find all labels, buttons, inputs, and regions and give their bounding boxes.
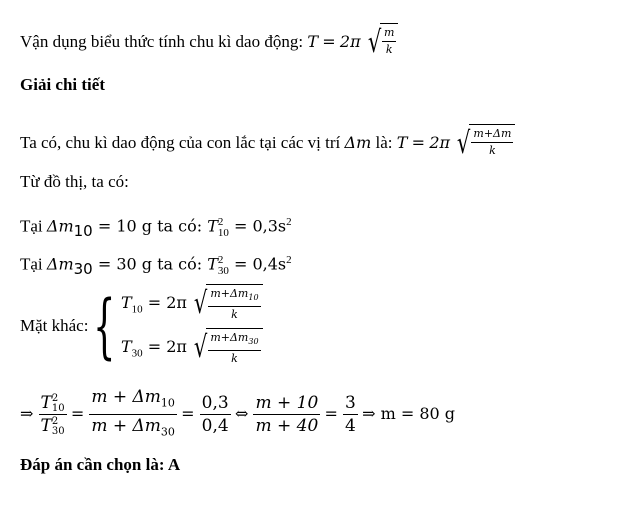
radical-icon: √: [194, 286, 208, 321]
T-symbol: T: [40, 416, 52, 437]
superscript: 2: [217, 253, 224, 266]
radical-icon: √: [457, 126, 471, 161]
intro-line: [20, 23, 398, 63]
T-symbol: T: [40, 393, 52, 414]
equivalence-arrow: ⇔: [234, 403, 254, 423]
fraction-T-ratio: [39, 392, 67, 437]
answer-line: Đáp án cần chọn là: A: [20, 455, 181, 474]
conclusion-line: [20, 386, 455, 444]
formula-eq: =: [411, 132, 426, 152]
subscript: 10: [131, 303, 143, 316]
system-row-2: [121, 328, 263, 368]
T-symbol: T: [121, 292, 132, 312]
subscript: 10: [217, 226, 229, 239]
equals: =: [70, 403, 90, 423]
superscript: 2: [286, 216, 292, 228]
formula-eq: =: [322, 31, 336, 51]
numerator: m + Δm: [91, 387, 161, 407]
subscript: 30: [73, 260, 93, 279]
intro-text: Vận dụng biểu thức tính chu kì dao động:: [20, 31, 308, 51]
frac-numerator: m+Δm: [210, 331, 249, 344]
step4-value: = 30 g ta có:: [92, 254, 208, 274]
subscript: 30: [160, 425, 175, 439]
sqrt-expression: [454, 124, 515, 164]
step3-value: = 10 g ta có:: [92, 216, 208, 236]
left-brace-icon: {: [93, 285, 116, 367]
fraction-three-quarters: [343, 392, 358, 437]
implies-arrow: ⇒: [20, 403, 39, 423]
frac-numerator: m+Δm: [210, 287, 249, 300]
subscript: 30: [248, 337, 259, 347]
sqrt-expression: [191, 328, 262, 368]
system-rows: [121, 284, 263, 368]
formula-T: T: [396, 132, 408, 152]
denominator: m + 40: [255, 416, 319, 437]
frac-denominator: k: [231, 308, 238, 322]
step1-line: [20, 124, 515, 164]
step1-text: Ta có, chu kì dao động của con lắc tại các vị trí: [20, 132, 345, 152]
step2-line: Từ đồ thị, ta có:: [20, 172, 129, 191]
radical-icon: √: [367, 25, 382, 60]
numerator: 0,3: [201, 393, 229, 414]
subscript: 30: [217, 264, 229, 277]
frac-denominator: k: [231, 352, 238, 366]
sqrt-expression: [365, 23, 399, 63]
system-row-1: [121, 284, 263, 324]
fraction-m-expr: [253, 392, 320, 437]
superscript: 2: [286, 254, 292, 266]
eq-coef: = 2π: [142, 292, 187, 312]
formula-T: T: [307, 31, 318, 51]
subscript: 30: [131, 347, 143, 360]
step1-after: là:: [375, 132, 397, 152]
subscript: 10: [51, 402, 65, 414]
delta-m: Δm: [46, 216, 74, 236]
subscript: 10: [73, 222, 93, 241]
equals: =: [324, 403, 344, 423]
delta-m: Δm: [344, 132, 372, 152]
T-symbol: T: [121, 336, 132, 356]
step3-prefix: Tại: [20, 216, 47, 236]
formula-coef: 2π: [429, 132, 451, 152]
superscript: 2: [217, 215, 224, 228]
denominator: 0,4: [201, 416, 229, 437]
system-line: [20, 284, 263, 368]
formula-coef: 2π: [339, 31, 361, 51]
step3-line: [20, 212, 292, 241]
fraction-mass-ratio: [89, 386, 177, 444]
delta-m: Δm: [46, 254, 74, 274]
radical-icon: √: [194, 330, 208, 365]
system-label: Mặt khác:: [20, 316, 89, 335]
T-symbol: T: [207, 216, 218, 236]
step4-prefix: Tại: [20, 254, 47, 274]
subscript: 30: [51, 425, 65, 437]
superscript: 2: [51, 415, 59, 427]
section-heading: Giải chi tiết: [20, 75, 105, 94]
frac-numerator: m+Δm: [471, 126, 513, 143]
numerator: 3: [345, 393, 356, 414]
numerator: m + 10: [255, 393, 319, 414]
superscript: 2: [51, 392, 59, 404]
frac-denominator: k: [489, 144, 496, 157]
denominator: 4: [345, 416, 356, 437]
sqrt-expression: [191, 284, 262, 324]
subscript: 10: [248, 293, 259, 303]
equals: =: [181, 403, 200, 423]
frac-numerator: m: [382, 25, 396, 42]
eq-coef: = 2π: [142, 336, 187, 356]
denominator: m + Δm: [91, 416, 161, 437]
step4-line: [20, 250, 292, 279]
subscript: 10: [160, 396, 175, 410]
frac-denominator: k: [385, 43, 393, 56]
fraction-values: [200, 392, 231, 437]
final-result: ⇒ m = 80 g: [362, 403, 456, 423]
step4-result: = 0,4s: [228, 254, 287, 274]
T-symbol: T: [207, 254, 218, 274]
step3-result: = 0,3s: [228, 216, 287, 236]
